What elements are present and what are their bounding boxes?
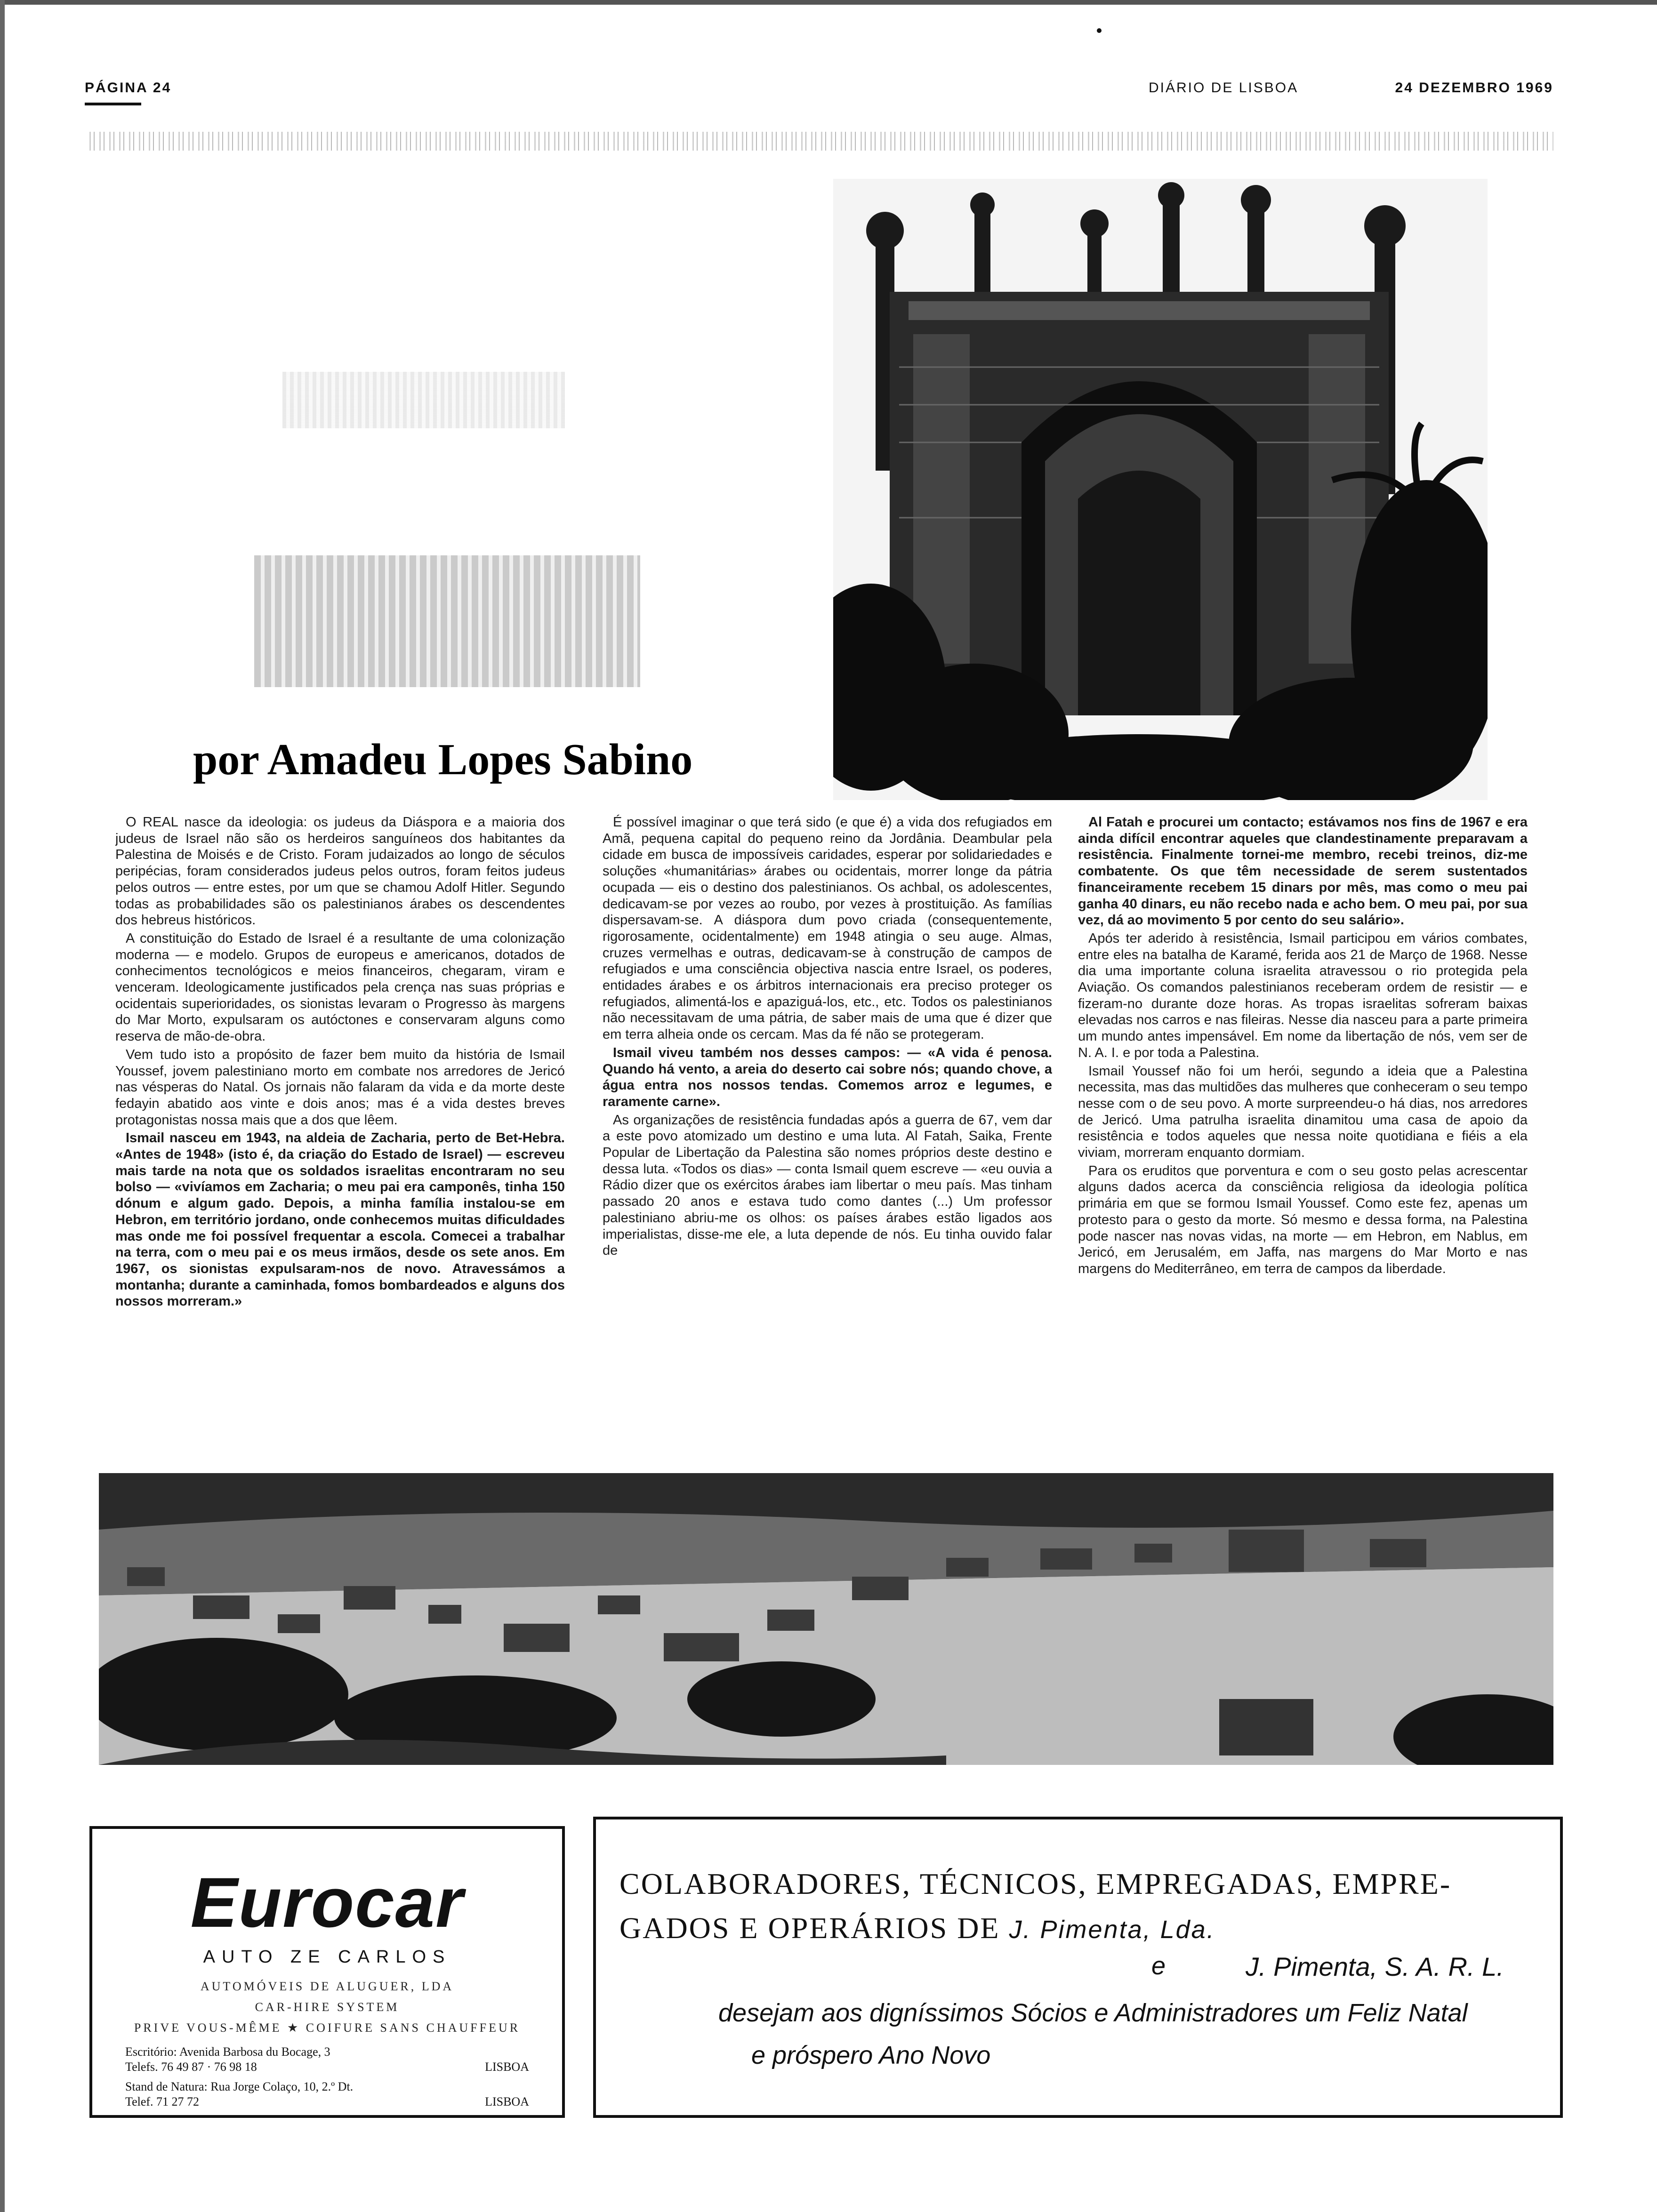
paragraph: As organizações de resistência fundadas após a guerra de 67, vem dar a este povo atomizado um destino e uma luta. Al Fatah, Saika, Frente Popular de Libertação da Palestina são nomes próprios deste destino e dessa luta. «Todos os dias» — conta Ismail quem escreve — «eu ouvia a Rádio dizer que os exércitos árabes iam libertar o meu país. Mas tinham passado 20 anos e estava tudo como dantes (...) Um professor palestiniano abriu-me os olhos: os países árabes estão ligados aos imperialistas, disse-me ele, a luta depende de nós. Eu tinha ouvido falar de (603, 1112, 1052, 1258)
pimenta-company-name: J. Pimenta, Lda. (1009, 1915, 1215, 1944)
pimenta-greeting-line-2: e próspero Ano Novo (751, 2041, 991, 2069)
eurocar-address-1: Escritório: Avenida Barbosa du Bocage, 3 (125, 2045, 330, 2059)
eurocar-address-2: Stand de Natura: Rua Jorge Colaço, 10, 2.º Dt. (125, 2080, 354, 2093)
paragraph: Vem tudo isto a propósito de fazer bem muito da história de Ismail Youssef, jovem palestiniano morto em combate nos arredores de Jericó nas vésperas do Natal. Os jornais não falaram da vida e da morte deste fedayin abatido aos vinte e dois anos; mas é a vida destes breves protagonistas nossa mais que a dos que lêem. (115, 1047, 565, 1128)
eurocar-phone-row-1 (125, 2060, 529, 2075)
refugee-camp-photo (99, 1473, 1553, 1765)
masthead (85, 80, 1553, 104)
paragraph: Ismail Youssef não foi um herói, segundo a ideia que a Palestina necessita, mas das multidões das mulheres que conheceram o seu tempo nesse com o de seu povo. A morte surpreendeu-o há dias, nos arredores de Jericó. Uma patrulha israelita dinamitou uma casa de apoio da resistência e todos aqueles que nessa noite quotidiana e fiéis a ela viviam, morreram enquanto dormiam. (1078, 1063, 1528, 1161)
pimenta-heading-line-2 (619, 1906, 1542, 1952)
eurocar-company-line: AUTOMÓVEIS DE ALUGUER, LDA (200, 1980, 454, 1993)
eurocar-tagline-left: PRIVE VOUS-MÊME (134, 2021, 282, 2035)
building-photo (833, 179, 1488, 800)
page-number: PÁGINA 24 (85, 80, 172, 96)
speck (1097, 28, 1102, 33)
eurocar-ad (89, 1826, 565, 2118)
eurocar-phone-2: Telef. 71 27 72 (125, 2095, 200, 2108)
eurocar-phone-row-2 (125, 2094, 529, 2109)
page-top-rule (0, 0, 1657, 5)
article-column-1 (115, 814, 565, 1459)
article-byline: por Amadeu Lopes Sabino (193, 735, 693, 784)
star-icon: ★ (287, 2021, 306, 2035)
eurocar-city-1: LISBOA (485, 2060, 529, 2074)
pimenta-greeting-line-1: desejam aos digníssimos Sócios e Administradores um Feliz Natal (718, 1999, 1468, 2027)
scan-noise-band (89, 132, 1553, 151)
eurocar-subtitle: AUTO ZE CARLOS (203, 1947, 451, 1967)
paragraph: Para os eruditos que porventura e com o seu gosto pelas acrescentar alguns dados acerca da consciência religiosa da ideologia política primária em que se formou Ismail Youssef. Como este fez, apenas um protesto para o gesto da morte. Só mesmo e dessa forma, na Palestina pode nascer nas novas vidas, na morte — em Hebron, em Nablus, em Jericó, em Jerusalém, em Jaffa, nas margens do Mar Morto e nas margens do Mediterrâneo, em terra de campos da liberdade. (1078, 1163, 1528, 1276)
eurocar-phone-1: Telefs. 76 49 87 · 76 98 18 (125, 2060, 257, 2074)
pimenta-conjunction: e (1151, 1952, 1166, 1980)
paragraph: Após ter aderido à resistência, Ismail participou em vários combates, entre eles na batalha de Karamé, ferida aos 21 de Março de 1968. Nesse dia uma importante coluna israelita atravessou o rio protegida pela Aviação. Os comandos palestinianos receberam ordem de resistir — e fizeram-no durante doze horas. As tropas israelitas sofreram baixas elevadas nos carros e nas fileiras. Nesse dia nasceu para a parte primeira um mundo antes impensável. Em nome da libertação de nós, vem ser de N. A. I. e por toda a Palestina. (1078, 930, 1528, 1060)
eurocar-tagline (92, 2021, 562, 2035)
pimenta-heading (619, 1862, 1542, 1952)
article-column-2 (603, 814, 1052, 1459)
faded-headline-top (282, 372, 565, 428)
eurocar-logo: Eurocar (190, 1863, 464, 1942)
eurocar-system-line: CAR-HIRE SYSTEM (255, 2000, 400, 2014)
masthead-underline (85, 103, 141, 105)
paragraph: Ismail nasceu em 1943, na aldeia de Zacharia, perto de Bet-Hebra. «Antes de 1948» (isto é, da criação do Estado de Israel) — escreveu mais tarde na nota que os soldados israelitas encontraram no seu bolso — «vivíamos em Zacharia; o meu pai era camponês, tinha 150 dónum e algum gado. Depois, a minha família instalou-se em Hebron, em território jordano, onde conhecemos muitas dificuldades mas onde me foi possível frequentar a escola. Comecei a trabalhar na terra, com o meu pai e os meus irmãos, desde os sete anos. Em 1967, os sionistas expulsaram-nos de novo. Atravessámos a montanha; durante a caminhada, fomos bombardeados e alguns dos nossos morreram.» (115, 1130, 565, 1309)
article-column-3 (1078, 814, 1528, 1459)
faded-headline (254, 555, 640, 687)
paragraph: O REAL nasce da ideologia: os judeus da Diáspora e a maioria dos judeus de Israel não são os herdeiros sanguíneos dos habitantes da Palestina de Moisés e de Cristo. Foram judaizados ao longo de séculos peripécias, foram considerados judeus pelos outros, foram feitos judeus pelos outros — entre estes, por um que se chamou Adolf Hitler. Segundo todas as probabilidades são os palestinianos árabes os descendentes dos hebreus históricos. (115, 815, 565, 928)
eurocar-city-2: LISBOA (485, 2095, 529, 2108)
page-left-edge (0, 0, 5, 2212)
eurocar-tagline-right: COIFURE SANS CHAUFFEUR (306, 2021, 521, 2035)
pimenta-heading-line-1: COLABORADORES, TÉCNICOS, EMPREGADAS, EMPRE- (619, 1867, 1452, 1900)
pimenta-heading-line-2a: GADOS E OPERÁRIOS DE (619, 1911, 1000, 1945)
issue-date: 24 DEZEMBRO 1969 (1395, 80, 1553, 96)
paragraph: Ismail viveu também nos desses campos: — «A vida é penosa. Quando há vento, a areia do deserto cai sobre nós; quando chove, a água entra nos nossos tendas. Comemos arroz e legumes, e raramente carne». (603, 1045, 1052, 1109)
paragraph: A constituição do Estado de Israel é a resultante de uma colonização moderna — e modelo. Grupos de europeus e americanos, dotados de conhecimentos tecnológicos e meios financeiros, chegaram, viram e venceram. Ideologicamente justificados pela crença nas suas próprias e ocidentais superioridades, os sionistas levaram o Progresso às margens do Mar Morto, expulsaram os autóctones e conservaram alguns como reserva de mão-de-obra. (115, 930, 565, 1044)
newspaper-name: DIÁRIO DE LISBOA (1149, 80, 1299, 96)
paragraph: É possível imaginar o que terá sido (e que é) a vida dos refugiados em Amã, pequena capital do pequeno reino da Jordânia. Deambular pela cidade em busca de impossíveis caridades, esperar por solidariedades e soluções «humanitárias» árabes ou ocidentais, morrer longe da pátria ocupada — eis o destino dos palestinianos. Os achbal, os adolescentes, dedicavam-se por vezes ao roubo, por vezes à prostituição. As famílias dispersavam-se. A diáspora dum povo criada (consequentemente, rigorosamente, ocidentalmente) em 1948 atingia o seu auge. Almas, cruzes vermelhas e outras, dedicavam-se à construção de campos de refugiados e uma consciência objectiva nascia entre Israel, os poderes, entidades árabes e os árbitros internacionais era preciso proteger os refugiados, alimentá-los e apaziguá-los, etc., etc. Todos os palestinianos não necessitavam de uma pátria, de saber mais de uma que é dizer que em terra alheia onde os cercam. Mas da fé não se protegeram. (603, 815, 1052, 1042)
paragraph: Al Fatah e procurei um contacto; estávamos nos fins de 1967 e era ainda difícil encontrar aqueles que clandestinamente preparavam a resistência. Finalmente tornei-me membro, recebi treinos, diz-me combatente. Os que têm necessidade de serem sustentados financeiramente recebem 15 dinars por mês, mas como o meu pai ganha 40 dinars, eu não recebo nada e acho bem. O meu pai, por sua vez, dá ao movimento 5 por cento do seu salário». (1078, 815, 1528, 928)
eurocar-addresses (125, 2044, 529, 2109)
pimenta-sarl-name: J. Pimenta, S. A. R. L. (1246, 1952, 1504, 1981)
pimenta-greeting-ad (593, 1817, 1563, 2118)
